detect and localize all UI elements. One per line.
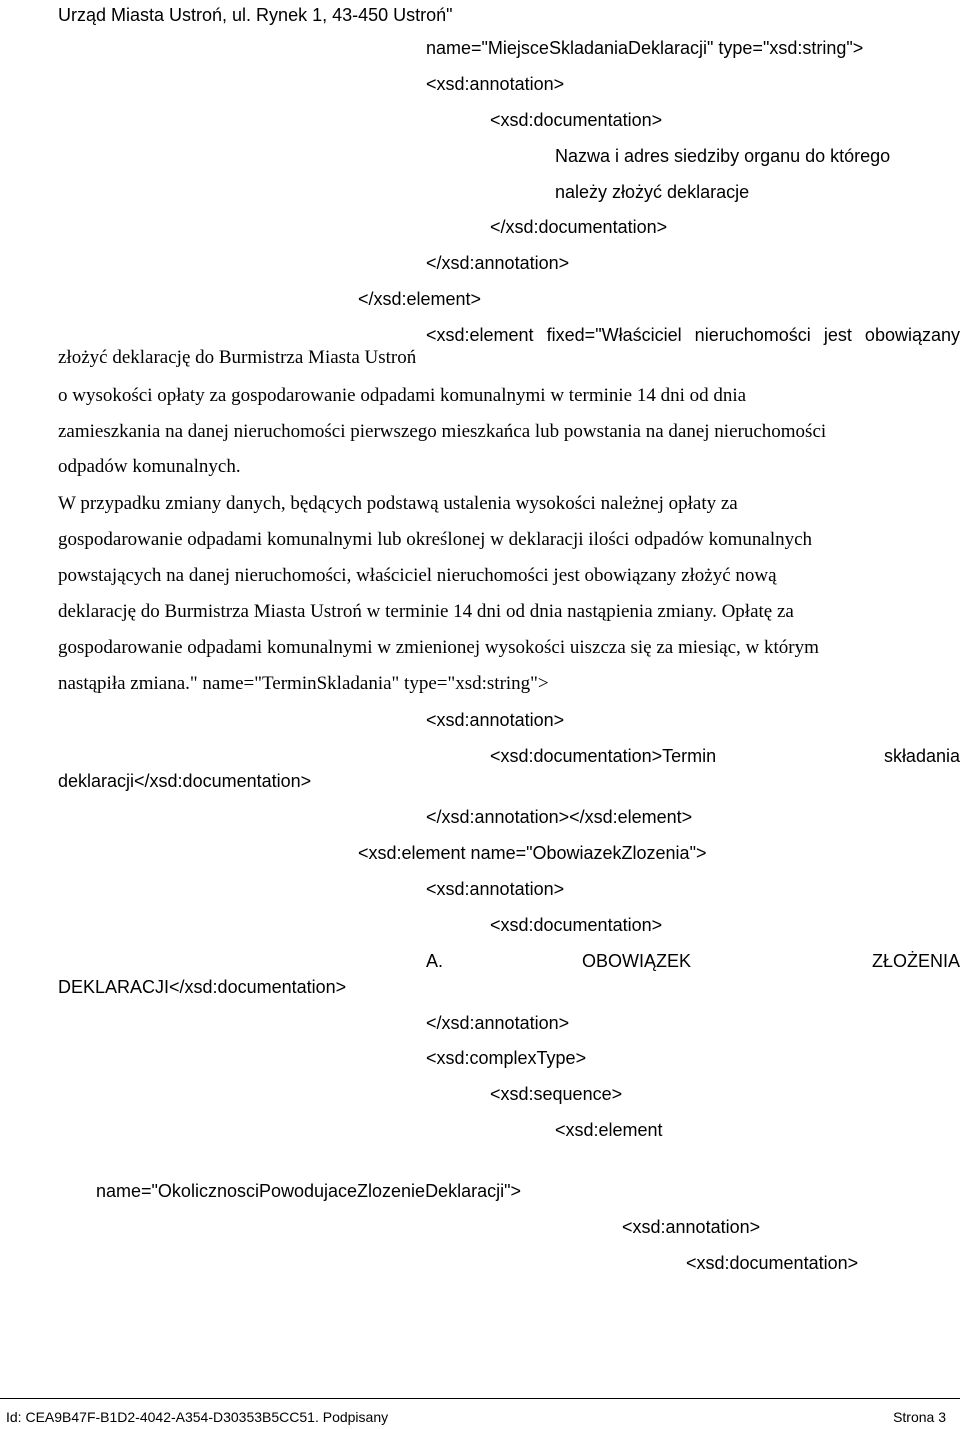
page-number: Strona 3	[893, 1409, 946, 1425]
text-line: <xsd:annotation>	[426, 710, 565, 730]
text-line: DEKLARACJI</xsd:documentation>	[58, 977, 347, 997]
text-line: <xsd:element fixed="Właściciel nieruchomości jest obowiązany	[426, 325, 960, 345]
text-line: name="OkolicznosciPowodujaceZlozenieDeklaracji">	[96, 1181, 521, 1201]
page-footer	[0, 1398, 960, 1429]
text-line: <xsd:annotation>	[426, 879, 565, 899]
text-line: odpadów komunalnych.	[58, 456, 241, 477]
text-line: <xsd:documentation>	[686, 1253, 859, 1273]
text-line: W przypadku zmiany danych, będących podstawą ustalenia wysokości należnej opłaty za	[58, 493, 738, 514]
text-line: gospodarowanie odpadami komunalnymi w zmienionej wysokości uiszcza się za miesiąc, w którym	[58, 637, 819, 658]
text-line: <xsd:sequence>	[490, 1084, 623, 1104]
text-line: należy złożyć deklaracje	[555, 182, 750, 202]
text-line: Nazwa i adres siedziby organu do którego	[555, 146, 891, 166]
text-line: deklarację do Burmistrza Miasta Ustroń w terminie 14 dni od dnia nastąpienia zmiany. Opłatę za	[58, 601, 794, 622]
text-line: </xsd:annotation>	[426, 1013, 570, 1033]
text-line: składania	[883, 746, 960, 766]
text-line: </xsd:element>	[358, 289, 482, 309]
text-line: OBOWIĄZEK	[582, 951, 692, 971]
document-id: Id: CEA9B47F-B1D2-4042-A354-D30353B5CC51. Podpisany	[6, 1409, 389, 1425]
text-line: deklaracji</xsd:documentation>	[58, 771, 312, 791]
text-line: powstających na danej nieruchomości, właściciel nieruchomości jest obowiązany złożyć nową	[58, 565, 777, 586]
text-line: <xsd:documentation>	[490, 915, 663, 935]
text-line: <xsd:documentation>Termin	[490, 746, 717, 766]
text-line: <xsd:documentation>	[490, 110, 663, 130]
text-line: gospodarowanie odpadami komunalnymi lub określonej w deklaracji ilości odpadów komunalnych	[58, 529, 813, 550]
text-line: name="MiejsceSkladaniaDeklaracji" type="xsd:string">	[426, 38, 864, 58]
text-line: nastąpiła zmiana." name="TerminSkladania" type="xsd:string">	[58, 673, 549, 694]
text-line: <xsd:annotation>	[426, 74, 565, 94]
text-line: <xsd:element	[555, 1120, 663, 1140]
header-address-line: Urząd Miasta Ustroń, ul. Rynek 1, 43-450 Ustroń"	[58, 5, 453, 25]
text-line: o wysokości opłaty za gospodarowanie odpadami komunalnymi w terminie 14 dni od dnia	[58, 385, 747, 406]
text-line: ZŁOŻENIA	[871, 951, 960, 971]
text-line: <xsd:element name="ObowiazekZlozenia">	[358, 843, 707, 863]
text-line: </xsd:documentation>	[490, 217, 668, 237]
text-line: </xsd:annotation></xsd:element>	[426, 807, 693, 827]
text-line: zamieszkania na danej nieruchomości pierwszego mieszkańca lub powstania na danej nieruchomości	[58, 421, 827, 442]
text-line: </xsd:annotation>	[426, 253, 570, 273]
text-line: <xsd:complexType>	[426, 1048, 587, 1068]
text-line: <xsd:annotation>	[622, 1217, 761, 1237]
text-line: A.	[426, 951, 444, 971]
text-line: złożyć deklarację do Burmistrza Miasta Ustroń	[58, 347, 417, 368]
